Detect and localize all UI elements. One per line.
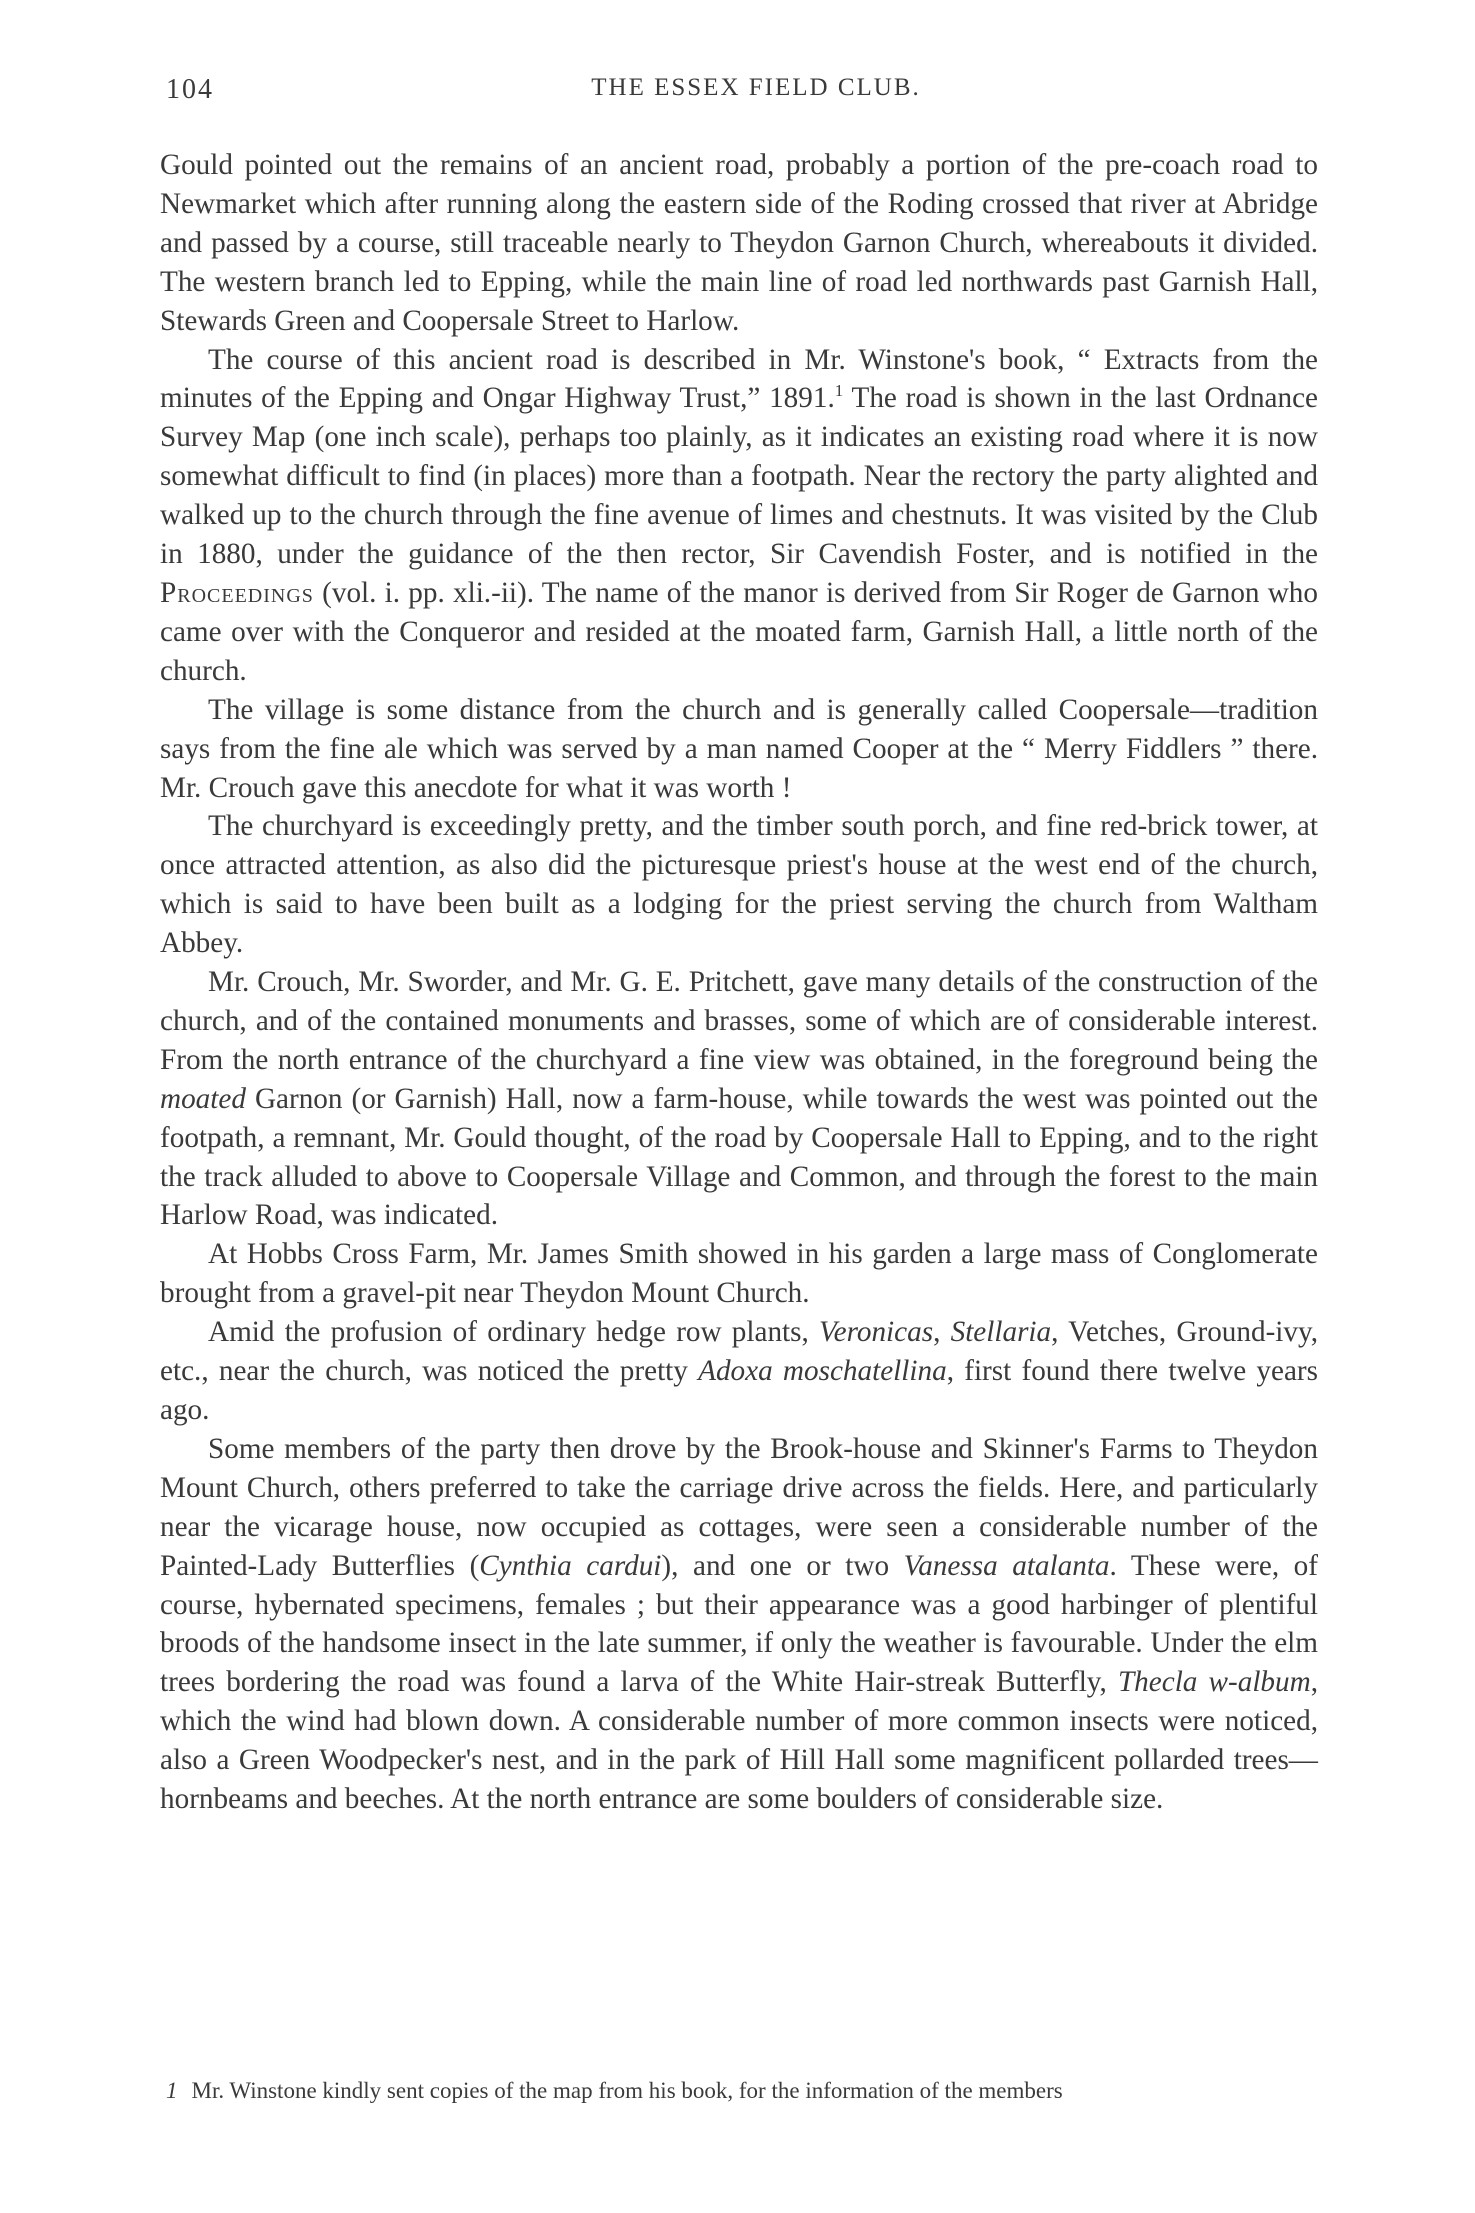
paragraph-text: Amid the profusion of ordinary hedge row plants, [208, 1316, 820, 1349]
paragraph-text: Mr. Crouch, Mr. Sworder, and Mr. G. E. Pritchett, gave many details of the construction of the church, and of the contained monuments and brasses, some of which are of considerable interest. From the north entrance of the churchyard a fine view was obtained, in the foreground being the [160, 966, 1318, 1076]
species-name: Thecla w-album [1117, 1666, 1311, 1699]
paragraph-text: At Hobbs Cross Farm, Mr. James Smith showed in his garden a large mass of Conglomerate brought from a gravel-pit near Theydon Mount Church. [160, 1238, 1318, 1310]
paragraph [160, 963, 1318, 1235]
page-number: 104 [166, 74, 214, 105]
species-name: Adoxa moschatellina [698, 1355, 947, 1388]
proceedings-title: Proceedings [160, 576, 314, 609]
paragraph-text: Some members of the party then drove by the Brook-house and Skinner's Farms to Theydon Mount Church, others preferred to take the carriage drive across the fields. Here, and particularly near the vicarage house, now occupied as cottages, were seen a considerable number of the Painted-Lady Butterflies ( [160, 1432, 1318, 1582]
paragraph-text: (vol. i. pp. xli.-ii). The name of the manor is derived from Sir Roger de Garnon who came over with the Conqueror and resided at the moated farm, Garnish Hall, a little north of the church. [160, 576, 1318, 687]
paragraph-text: , which the wind had blown down. A considerable number of more common insects were noticed, also a Green Woodpecker's nest, and in the park of Hill Hall some magnificent pollarded trees—hornbeams and beeches. At the north entrance are some boulders of considerable size. [160, 1666, 1318, 1816]
paragraph [160, 691, 1318, 808]
paragraph-text: , [933, 1316, 951, 1349]
footnote-marker: 1 [166, 2078, 178, 2103]
paragraph [160, 1235, 1318, 1313]
paragraph-text: , Vetches, Ground-ivy, etc., near the church, was noticed the pretty [160, 1316, 1318, 1388]
species-name: Stellaria [950, 1316, 1052, 1349]
footnote-text: Mr. Winstone kindly sent copies of the map from his book, for the information of the members [191, 2078, 1063, 2103]
paragraph-text: ), and one or two [661, 1549, 904, 1582]
paragraph-text: The course of this ancient road is described in Mr. Winstone's book, “ Extracts from the minutes of the Epping and Ongar Highway Trust,” 1891. [160, 343, 1318, 415]
species-name: Veronicas [819, 1316, 934, 1349]
paragraph [160, 341, 1318, 691]
footnote [166, 2076, 1318, 2106]
species-name: Vanessa atalanta [903, 1549, 1110, 1582]
paragraph-text: Garnon (or Garnish) Hall, now a farm-house, while towards the west was pointed out the footpath, a remnant, Mr. Gould thought, of the road by Coopersale Hall to Epping, and to the right the track alluded to above to Coopersale Village and Common, and through the forest to the main Harlow Road, was indicated. [160, 1082, 1318, 1232]
paragraph-text: , first found there twelve years ago. [160, 1355, 1318, 1426]
running-head: THE ESSEX FIELD CLUB. [591, 74, 921, 101]
paragraph [160, 807, 1318, 963]
paragraph [160, 1430, 1318, 1819]
species-name: Cynthia cardui [479, 1549, 662, 1582]
paragraph [160, 1313, 1318, 1430]
paragraph-text: The road is shown in the last Ordnance Survey Map (one inch scale), perhaps too plainly, as it indicates an existing road where it is now somewhat difficult to find (in places) more than a footpath. Near the rectory the party alighted and walked up to the church through the fine avenue of limes and chestnuts. It was visited by the Club in 1880, under the guidance of the then rector, Sir Cavendish Foster, and is notified in the [160, 382, 1318, 571]
page-header [166, 74, 1316, 114]
paragraph-text: The churchyard is exceedingly pretty, and the timber south porch, and fine red-brick tower, at once attracted attention, as also did the picturesque priest's house at the west end of the church, which is said to have been built as a lodging for the priest serving the church from Waltham Abbey. [160, 810, 1318, 960]
paragraph-text: Gould pointed out the remains of an ancient road, probably a portion of the pre-coach road to Newmarket which after running along the eastern side of the Roding crossed that river at Abridge and passed by a course, still traceable nearly to Theydon Garnon Church, whereabouts it divided. The western branch led to Epping, while the main line of road led northwards past Garnish Hall, Stewards Green and Coopersale Street to Harlow. [160, 149, 1318, 337]
body-text [160, 146, 1318, 1819]
paragraph-text: The village is some distance from the church and is generally called Coopersale—tradition says from the fine ale which was served by a man named Cooper at the “ Merry Fiddlers ” there. Mr. Crouch gave this anecdote for what it was worth ! [160, 693, 1318, 804]
italic-term: moated [160, 1082, 246, 1115]
footnote-reference: 1 [834, 381, 844, 401]
paragraph [160, 146, 1318, 341]
paragraph-text: . These were, of course, hybernated specimens, females ; but their appearance was a good harbinger of plentiful broods of the handsome insect in the late summer, if only the weather is favourable. Under the elm trees bordering the road was found a larva of the White Hair-streak Butterfly, [160, 1549, 1318, 1699]
